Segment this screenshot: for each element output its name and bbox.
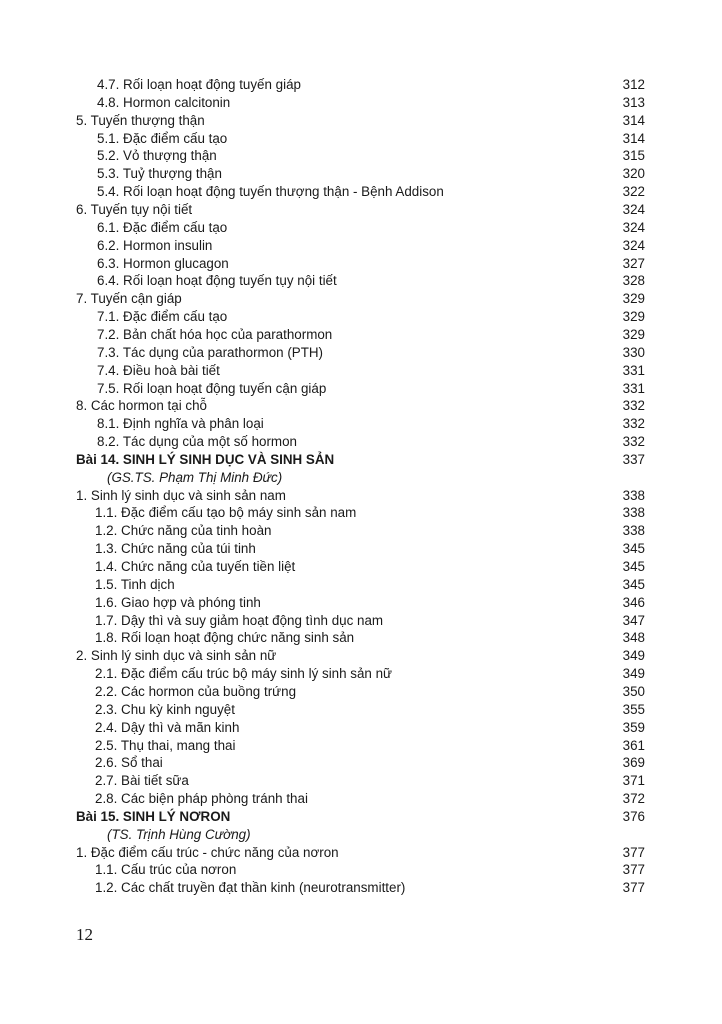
toc-author-row — [0, 826, 722, 844]
toc-entry-page: 332 — [622, 434, 645, 449]
toc-entry-title: 8.2. Tác dụng của một số hormon — [97, 434, 297, 449]
toc-entry-page: 314 — [622, 112, 645, 128]
toc-entry-title: 1.8. Rối loạn hoạt động chức năng sinh sản — [95, 630, 355, 646]
toc-entry — [0, 737, 722, 755]
toc-entry-title: Bài 14. SINH LÝ SINH DỤC VÀ SINH SẢN — [76, 451, 335, 467]
toc-chapter-row — [0, 451, 722, 469]
toc-entry — [0, 665, 722, 683]
toc-entry — [0, 861, 722, 879]
toc-entry — [0, 380, 722, 398]
toc-entry — [0, 272, 722, 290]
toc-entry — [0, 290, 722, 308]
toc-entry-title: 1. Sinh lý sinh dục và sinh sản nam — [76, 487, 286, 503]
toc-entry-page: 377 — [622, 862, 645, 878]
toc-entry-page: 312 — [622, 77, 645, 92]
toc-chapter-row — [0, 808, 722, 826]
toc-entry-title: 6.4. Rối loạn hoạt động tuyến tụy nội tiết — [97, 273, 337, 289]
toc-entry-page: 346 — [622, 594, 645, 610]
toc-entry-title: 7. Tuyến cận giáp — [76, 291, 182, 307]
toc-entry-title: 6. Tuyến tụy nội tiết — [76, 202, 193, 217]
toc-entry-page: 371 — [622, 773, 645, 789]
toc-entry-title: 1. Đặc điểm cấu trúc - chức năng của nơron — [76, 844, 339, 860]
toc-entry-page: 315 — [622, 148, 645, 164]
toc-entry — [0, 594, 722, 612]
toc-entry-page: 329 — [622, 291, 645, 307]
toc-entry — [0, 879, 722, 897]
toc-entry-page: 329 — [622, 309, 645, 325]
toc-entry-title: 4.8. Hormon calcitonin — [97, 94, 231, 110]
toc-entry-page: 359 — [622, 719, 645, 735]
toc-entry — [0, 487, 722, 505]
toc-entry-title: 2.6. Sổ thai — [95, 755, 163, 771]
toc-author-row — [0, 469, 722, 487]
toc-entry-title: 4.7. Rối loạn hoạt động tuyến giáp — [97, 77, 301, 92]
toc-entry-title: 8. Các hormon tại chỗ — [76, 398, 207, 414]
toc-entry — [0, 130, 722, 148]
toc-entry-title: 5.4. Rối loạn hoạt động tuyến thượng thận - Bệnh Addison — [97, 184, 444, 200]
toc-entry — [0, 558, 722, 576]
toc-entry — [0, 540, 722, 558]
toc-entry — [0, 165, 722, 183]
toc-entry — [0, 183, 722, 201]
toc-entry — [0, 790, 722, 808]
toc-entry-title: 2. Sinh lý sinh dục và sinh sản nữ — [76, 648, 277, 664]
toc-entry-page: 324 — [622, 202, 645, 217]
toc-entry-page: 376 — [622, 808, 645, 824]
toc-entry-page: 345 — [622, 541, 645, 557]
toc-entry — [0, 237, 722, 255]
toc-entry — [0, 719, 722, 737]
toc-entry-page: 331 — [622, 380, 645, 396]
toc-entry — [0, 344, 722, 362]
toc-entry-title: 6.2. Hormon insulin — [97, 237, 213, 253]
toc-entry — [0, 433, 722, 451]
toc-entry — [0, 754, 722, 772]
toc-entry-title: 1.1. Đặc điểm cấu tạo bộ máy sinh sản nam — [95, 505, 357, 521]
toc-entry-page: 361 — [622, 737, 645, 753]
toc-entry — [0, 772, 722, 790]
toc-entry-page: 328 — [622, 273, 645, 289]
toc-entry-page: 338 — [622, 523, 645, 539]
toc-entry-page: 329 — [622, 326, 645, 342]
toc-entry — [0, 683, 722, 701]
toc-entry — [0, 397, 722, 415]
toc-entry-title: 1.6. Giao hợp và phóng tinh — [95, 594, 261, 610]
toc-entry-page: 313 — [622, 94, 645, 110]
toc-entry-title: 7.4. Điều hoà bài tiết — [97, 362, 220, 378]
toc-entry-page: 320 — [622, 166, 645, 182]
toc-entry-title: 7.2. Bản chất hóa học của parathormon — [97, 326, 333, 342]
toc-entry-page: 314 — [622, 130, 645, 146]
toc-entry-title: 6.1. Đặc điểm cấu tạo — [97, 219, 228, 235]
toc-entry-page: 349 — [622, 666, 645, 682]
toc-entry — [0, 94, 722, 112]
toc-entry-title: 2.2. Các hormon của buồng trứng — [95, 683, 297, 699]
toc-entry-page: 345 — [622, 559, 645, 574]
toc-entry-page: 331 — [622, 362, 645, 378]
toc-entry-title: 7.1. Đặc điểm cấu tạo — [97, 309, 228, 325]
toc-entry-title: 1.3. Chức năng của túi tinh — [95, 541, 256, 557]
toc-entry-page: 350 — [622, 683, 645, 699]
toc-entry — [0, 255, 722, 273]
toc-entry-page: 345 — [622, 576, 645, 592]
toc-entry-page: 337 — [622, 451, 645, 467]
toc-entry-page: 369 — [622, 755, 645, 771]
toc-entry — [0, 201, 722, 219]
toc-entry-page: 348 — [622, 630, 645, 646]
toc-entry-page: 332 — [622, 398, 645, 414]
toc-entry-page: 377 — [622, 880, 645, 896]
toc-entry — [0, 415, 722, 433]
toc-entry — [0, 522, 722, 540]
toc-entry-page: 322 — [622, 184, 645, 200]
toc-entry-page: 324 — [622, 219, 645, 235]
toc-entry — [0, 219, 722, 237]
toc-entry — [0, 576, 722, 594]
toc-entry — [0, 504, 722, 522]
toc-entry — [0, 112, 722, 130]
toc-entry-page: 338 — [622, 505, 645, 521]
toc-entry-title: 5.1. Đặc điểm cấu tạo — [97, 130, 228, 146]
toc-entry — [0, 701, 722, 719]
toc-entry-title: 2.3. Chu kỳ kinh nguyệt — [95, 701, 235, 717]
toc-entry — [0, 647, 722, 665]
toc-entry-title: 1.1. Cấu trúc của nơron — [95, 862, 237, 878]
toc-entry-title: 2.5. Thụ thai, mang thai — [95, 737, 236, 753]
toc-entry-title: 1.7. Dậy thì và suy giảm hoạt động tình dục nam — [95, 612, 384, 628]
toc-entry — [0, 362, 722, 380]
toc-entry — [0, 76, 722, 94]
toc-entry-title: 7.5. Rối loạn hoạt động tuyến cận giáp — [97, 380, 327, 396]
toc-entry — [0, 612, 722, 630]
toc-entry-title: 1.4. Chức năng của tuyến tiền liệt — [95, 559, 296, 574]
toc-entry-title: 1.5. Tinh dịch — [95, 576, 175, 592]
toc-entry-page: 347 — [622, 612, 645, 628]
toc-author: (GS.TS. Phạm Thị Minh Đức) — [107, 469, 283, 485]
toc-entry — [0, 629, 722, 647]
toc-entry — [0, 844, 722, 862]
toc-entry-title: 6.3. Hormon glucagon — [97, 255, 229, 271]
toc-entry-title: 2.8. Các biện pháp phòng tránh thai — [95, 791, 308, 806]
toc-entry-title: 2.1. Đặc điểm cấu trúc bộ máy sinh lý sinh sản nữ — [95, 666, 393, 682]
toc-entry-title: 5.2. Vỏ thượng thận — [97, 148, 217, 164]
toc-entry-title: 2.4. Dậy thì và mãn kinh — [95, 719, 240, 735]
toc-entry-title: 7.3. Tác dụng của parathormon (PTH) — [97, 344, 324, 360]
page-number: 12 — [76, 925, 93, 944]
toc-entry-page: 332 — [622, 416, 645, 432]
toc-entry-page: 372 — [622, 791, 645, 806]
toc-entry-title: 8.1. Định nghĩa và phân loại — [97, 416, 264, 432]
toc-entry-title: 5. Tuyến thượng thận — [76, 112, 205, 128]
toc-entry-page: 338 — [622, 487, 645, 503]
toc-entry — [0, 147, 722, 165]
toc-entry-page: 349 — [622, 648, 645, 664]
toc-author: (TS. Trịnh Hùng Cường) — [107, 826, 251, 842]
toc-entry-page: 324 — [622, 237, 645, 253]
toc-entry-page: 355 — [622, 701, 645, 717]
toc-entry-title: 2.7. Bài tiết sữa — [95, 773, 189, 789]
toc-entry-title: Bài 15. SINH LÝ NƠRON — [76, 808, 231, 824]
toc-entry-title: 1.2. Các chất truyền đạt thần kinh (neurotransmitter) — [95, 880, 406, 896]
toc-entry-title: 1.2. Chức năng của tinh hoàn — [95, 523, 272, 539]
toc-entry-title: 5.3. Tuỷ thượng thận — [97, 166, 222, 182]
toc-entry-page: 327 — [622, 255, 645, 271]
toc-entry — [0, 308, 722, 326]
toc-entry-page: 330 — [622, 344, 645, 360]
toc-entry — [0, 326, 722, 344]
toc-entry-page: 377 — [622, 844, 645, 860]
